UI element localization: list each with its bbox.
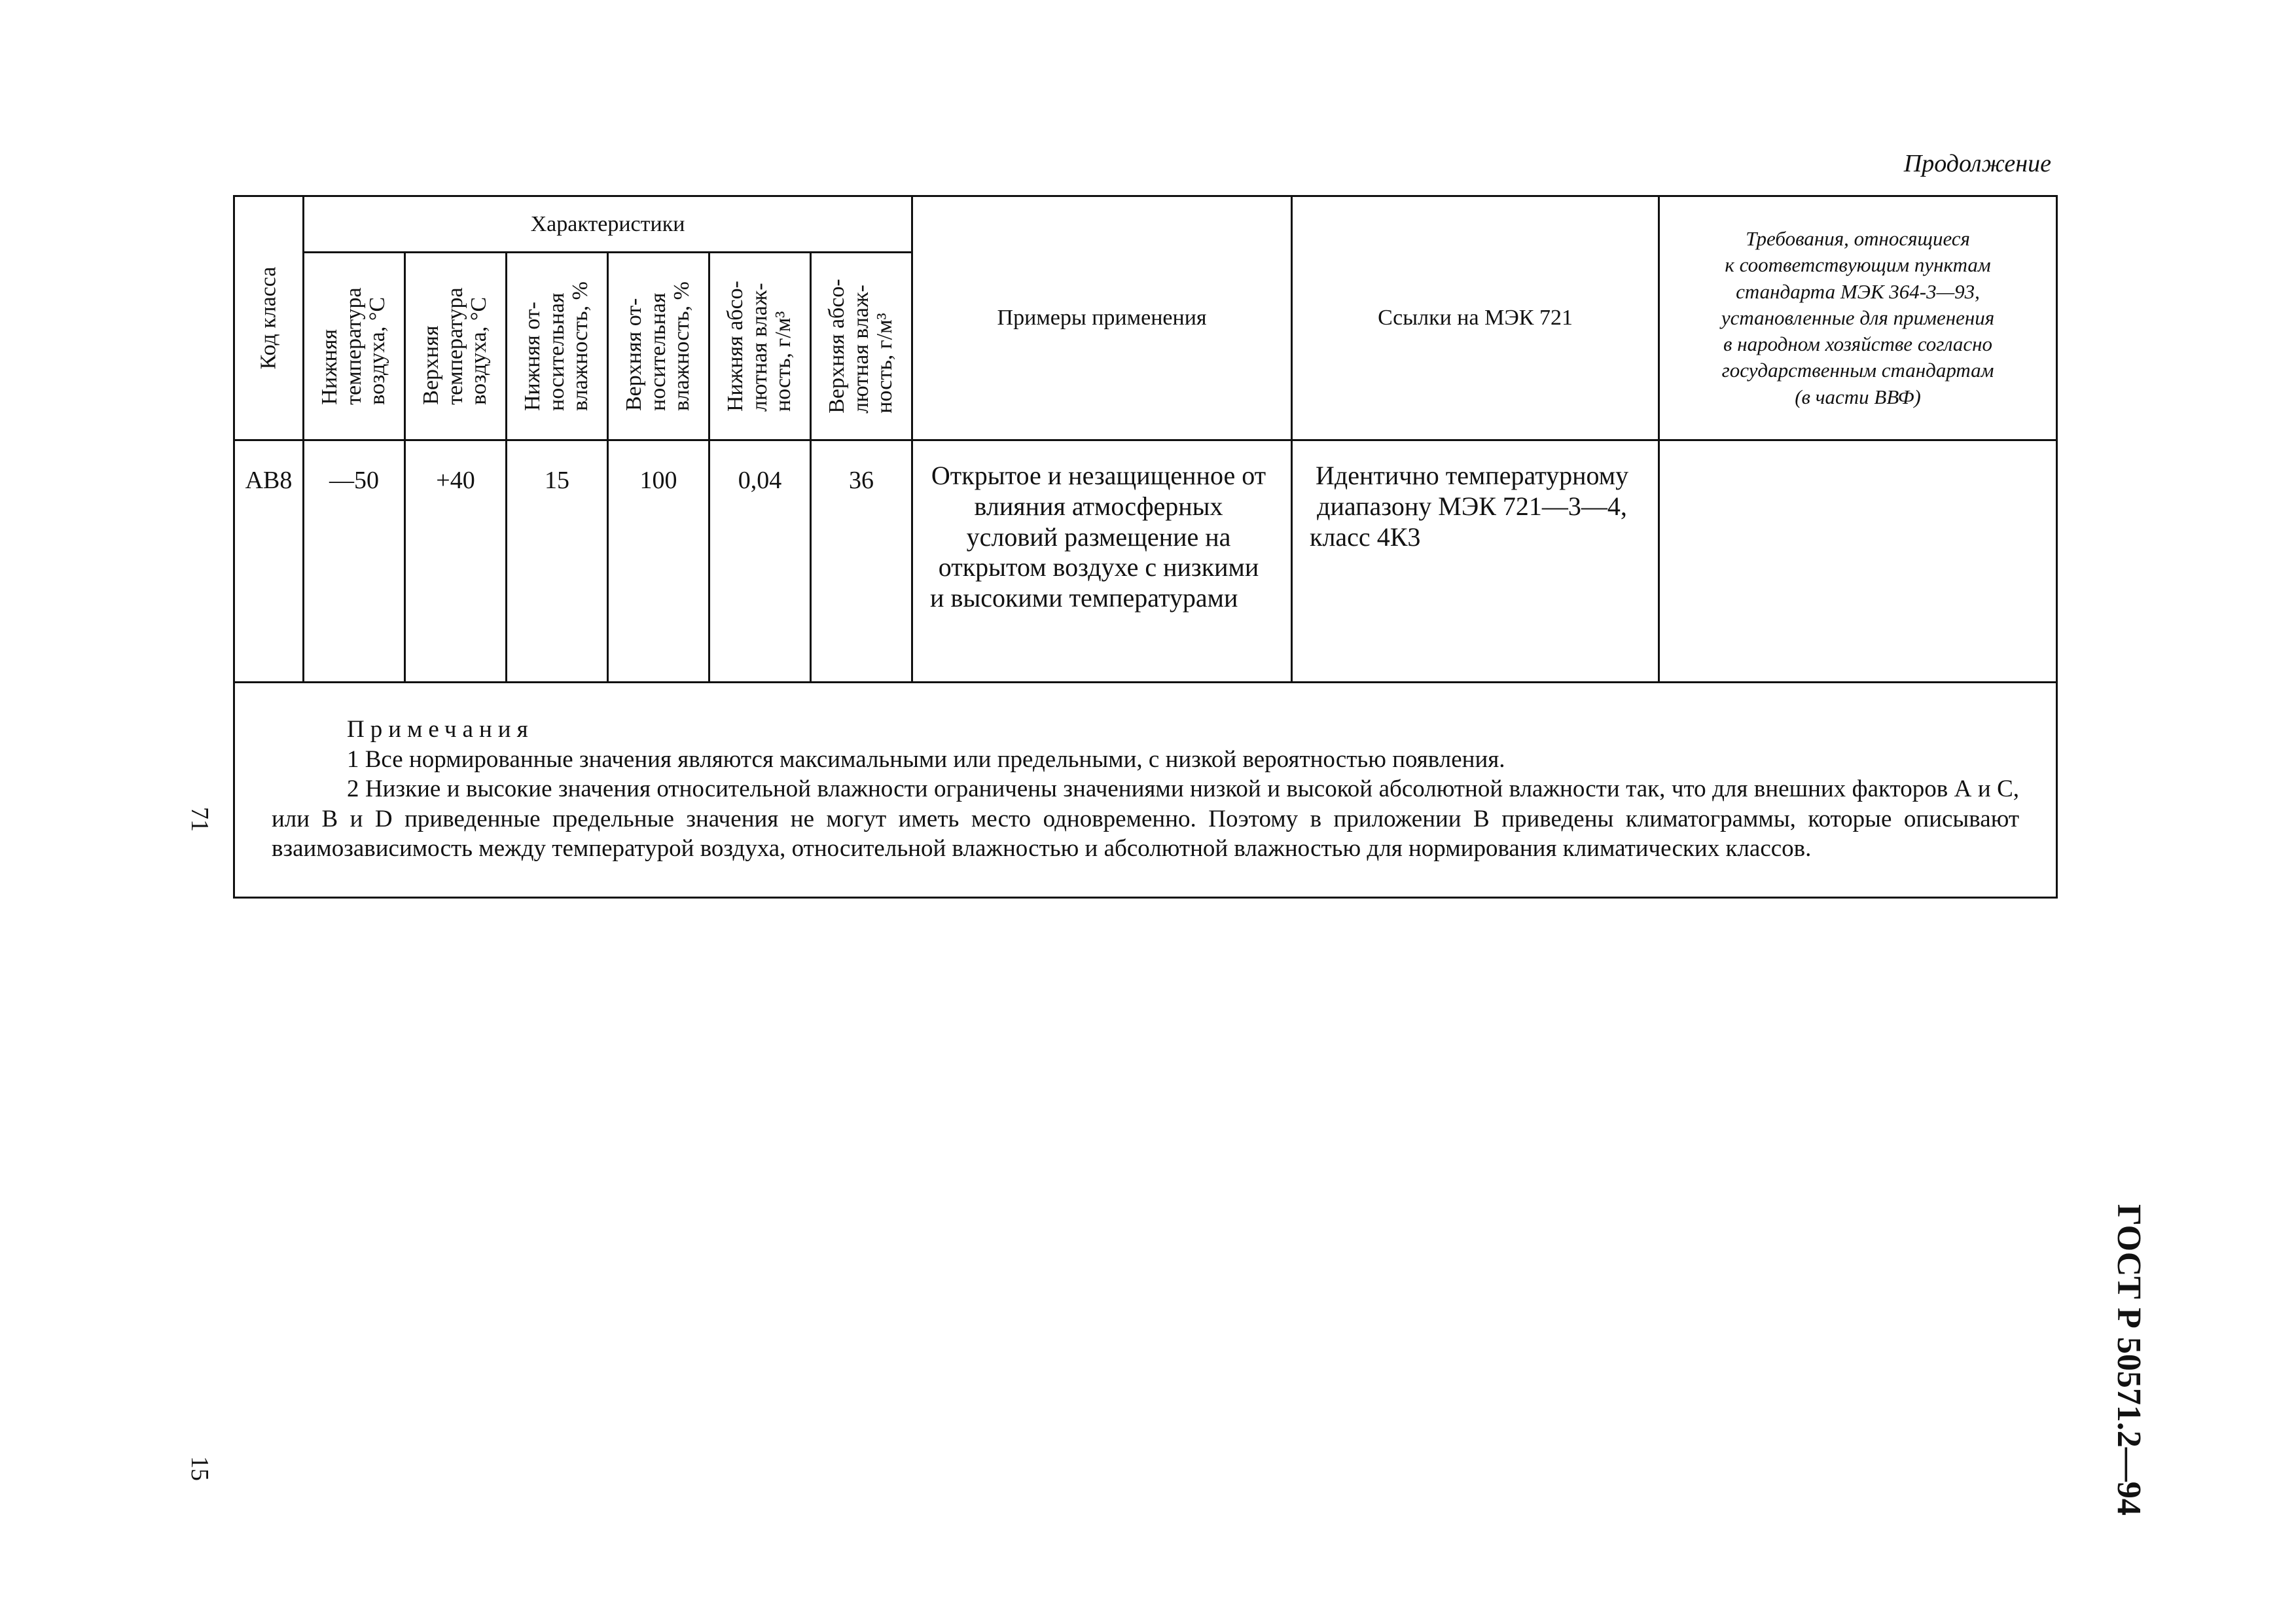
reference-cell: Идентично температурному диапазону МЭК 721—3—4, класс 4К3 [1292, 440, 1659, 683]
characteristics-header: Характеристики [304, 196, 912, 253]
col-header-high-abs-humidity: Верхняя абсо- лютная влаж- ность, г/м³ [811, 253, 912, 440]
refs-header: Ссылки на МЭК 721 [1292, 196, 1659, 440]
climate-class-table [233, 195, 2058, 899]
value-cell: 0,04 [709, 440, 811, 683]
col-header-low-temp: Нижняя температура воздуха, °С [304, 253, 405, 440]
continuation-label: Продолжение [1903, 150, 2051, 177]
table-row [234, 440, 2057, 683]
value-cell: +40 [405, 440, 507, 683]
note-item: 2 Низкие и высокие значения относительной влажности ограничены значениями низкой и высокой абсолютной влажности так, что для внешних факторов А и С, или В и D приведенные предельные значения не могут иметь место одновременно. Поэтому в приложении В приведены климатограммы, которые описывают взаимозависимость между температурой воздуха, относительной влажностью и абсолютной влажностью для нормирования климатических классов. [272, 776, 2020, 862]
notes-title: Примечания [347, 716, 534, 743]
class-code-header: Код класса [234, 196, 304, 440]
col-header-high-rel-humidity: Верхняя от- носительная влажность, % [608, 253, 709, 440]
examples-header: Примеры применения [912, 196, 1292, 440]
notes-section [234, 683, 2057, 898]
requirements-header: Требования, относящиеся к соответствующим пунктам стандарта МЭК 364-3—93, установленные для применения в народном хозяйстве согласно государственным стандартам (в части ВВФ) [1659, 196, 2057, 440]
col-header-high-temp: Верхняя температура воздуха, °С [405, 253, 507, 440]
col-header-low-abs-humidity: Нижняя абсо- лютная влаж- ность, г/м³ [709, 253, 811, 440]
example-cell: Открытое и незащищенное от влияния атмосферных условий размещение на открытом воздухе с низкими и высокими температурами [912, 440, 1292, 683]
page-number-bottom: 15 [186, 1456, 213, 1481]
notes-row [234, 683, 2057, 898]
gost-standard-label: ГОСТ Р 50571.2—94 [2110, 1204, 2147, 1516]
value-cell: 15 [507, 440, 608, 683]
value-cell: 100 [608, 440, 709, 683]
class-code-cell: АВ8 [234, 440, 304, 683]
col-header-low-rel-humidity: Нижняя от- носительная влажность, % [507, 253, 608, 440]
page-number-top: 71 [186, 807, 213, 832]
note-item: 1 Все нормированные значения являются максимальными или предельными, с низкой вероятностью появления. [347, 745, 1505, 773]
value-cell: 36 [811, 440, 912, 683]
requirement-cell [1659, 440, 2057, 683]
value-cell: —50 [304, 440, 405, 683]
